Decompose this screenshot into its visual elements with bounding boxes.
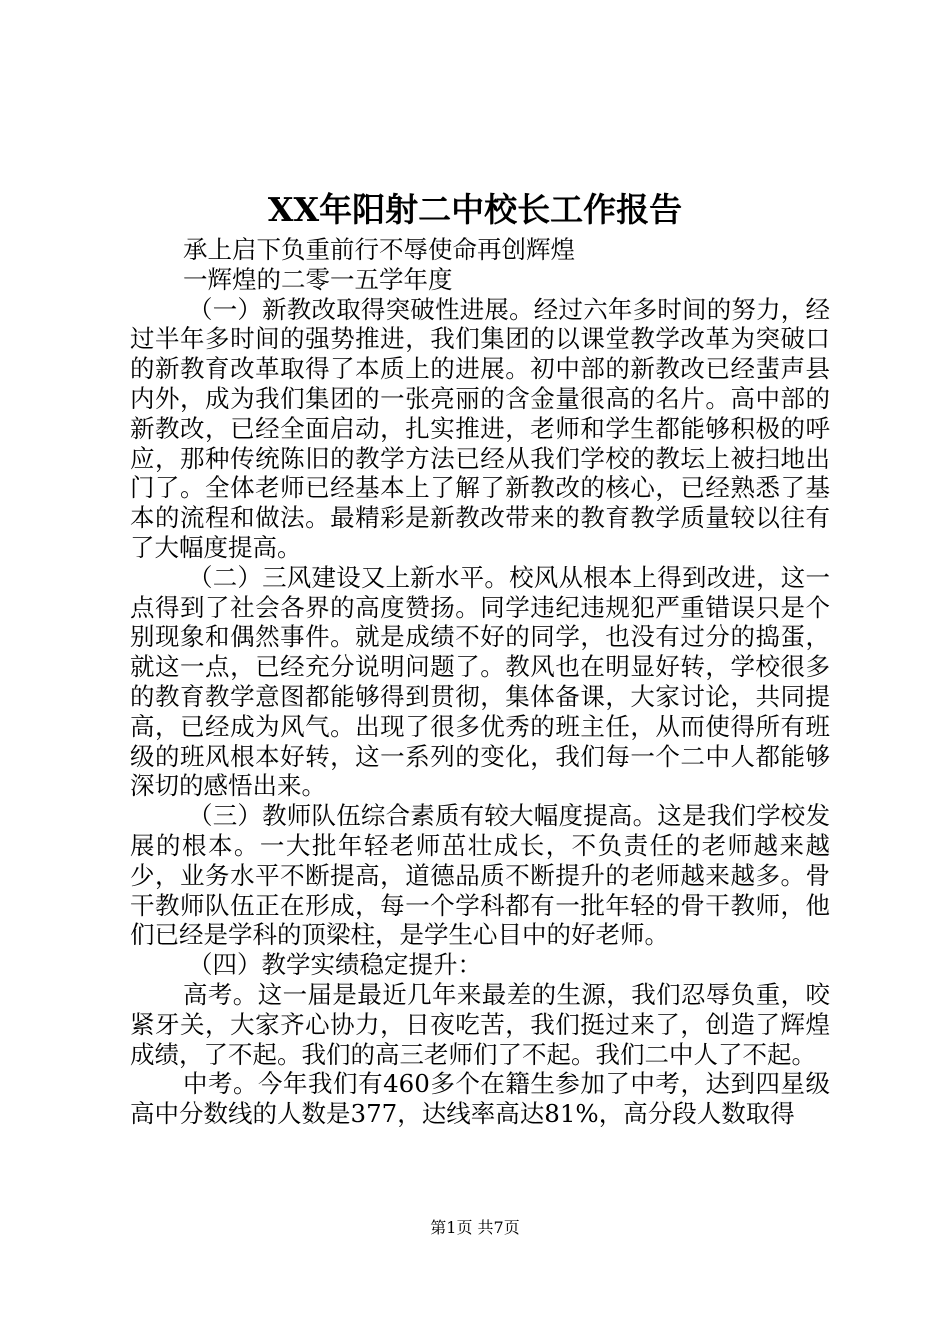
subtitle-line-1: 承上启下负重前行不辱使命再创辉煌 (183, 235, 575, 264)
document-body (130, 235, 830, 1129)
page-footer: 第1页 共7页 (430, 1218, 520, 1237)
subtitle-line-2: 一辉煌的二零一五学年度 (183, 264, 453, 294)
paragraph-4: （四）教学实绩稳定提升： (188, 950, 482, 980)
document-title: XX年阳射二中校长工作报告 (267, 190, 683, 229)
paragraph-6: 中考。今年我们有460多个在籍生参加了中考，达到四星级高中分数线的人数是377，达线率高达81%，高分段人数取得 (130, 1069, 830, 1129)
paragraph-2: （二）三风建设又上新水平。校风从根本上得到改进，这一点得到了社会各界的高度赞扬。同学违纪违规犯严重错误只是个别现象和偶然事件。就是成绩不好的同学，也没有过分的捣蛋，就这一点，已经充分说明问题了。教风也在明显好转，学校很多的教育教学意图都能够得到贯彻，集体备课，大家讨论，共同提高，已经成为风气。出现了很多优秀的班主任，从而使得所有班级的班风根本好转，这一系列的变化，我们每一个二中人都能够深切的感悟出来。 (130, 562, 830, 801)
paragraph-5: 高考。这一届是最近几年来最差的生源，我们忍辱负重，咬紧牙关，大家齐心协力，日夜吃苦，我们挺过来了，创造了辉煌成绩，了不起。我们的高三老师们了不起。我们二中人了不起。 (130, 979, 830, 1069)
paragraph-1: （一）新教改取得突破性进展。经过六年多时间的努力，经过半年多时间的强势推进，我们集团的以课堂教学改革为突破口的新教育改革取得了本质上的进展。初中部的新教改已经蜚声县内外，成为我们集团的一张亮丽的含金量很高的名片。高中部的新教改，已经全面启动，扎实推进，老师和学生都能够积极的呼应，那种传统陈旧的教学方法已经从我们学校的教坛上被扫地出门了。全体老师已经基本上了解了新教改的核心，已经熟悉了基本的流程和做法。最精彩是新教改带来的教育教学质量较以往有了大幅度提高。 (130, 294, 830, 562)
paragraph-3: （三）教师队伍综合素质有较大幅度提高。这是我们学校发展的根本。一大批年轻老师茁壮成长，不负责任的老师越来越少，业务水平不断提高，道德品质不断提升的老师越来越多。骨干教师队伍正在形成，每一个学科都有一批年轻的骨干教师，他们已经是学科的顶梁柱，是学生心目中的好老师。 (130, 801, 830, 950)
